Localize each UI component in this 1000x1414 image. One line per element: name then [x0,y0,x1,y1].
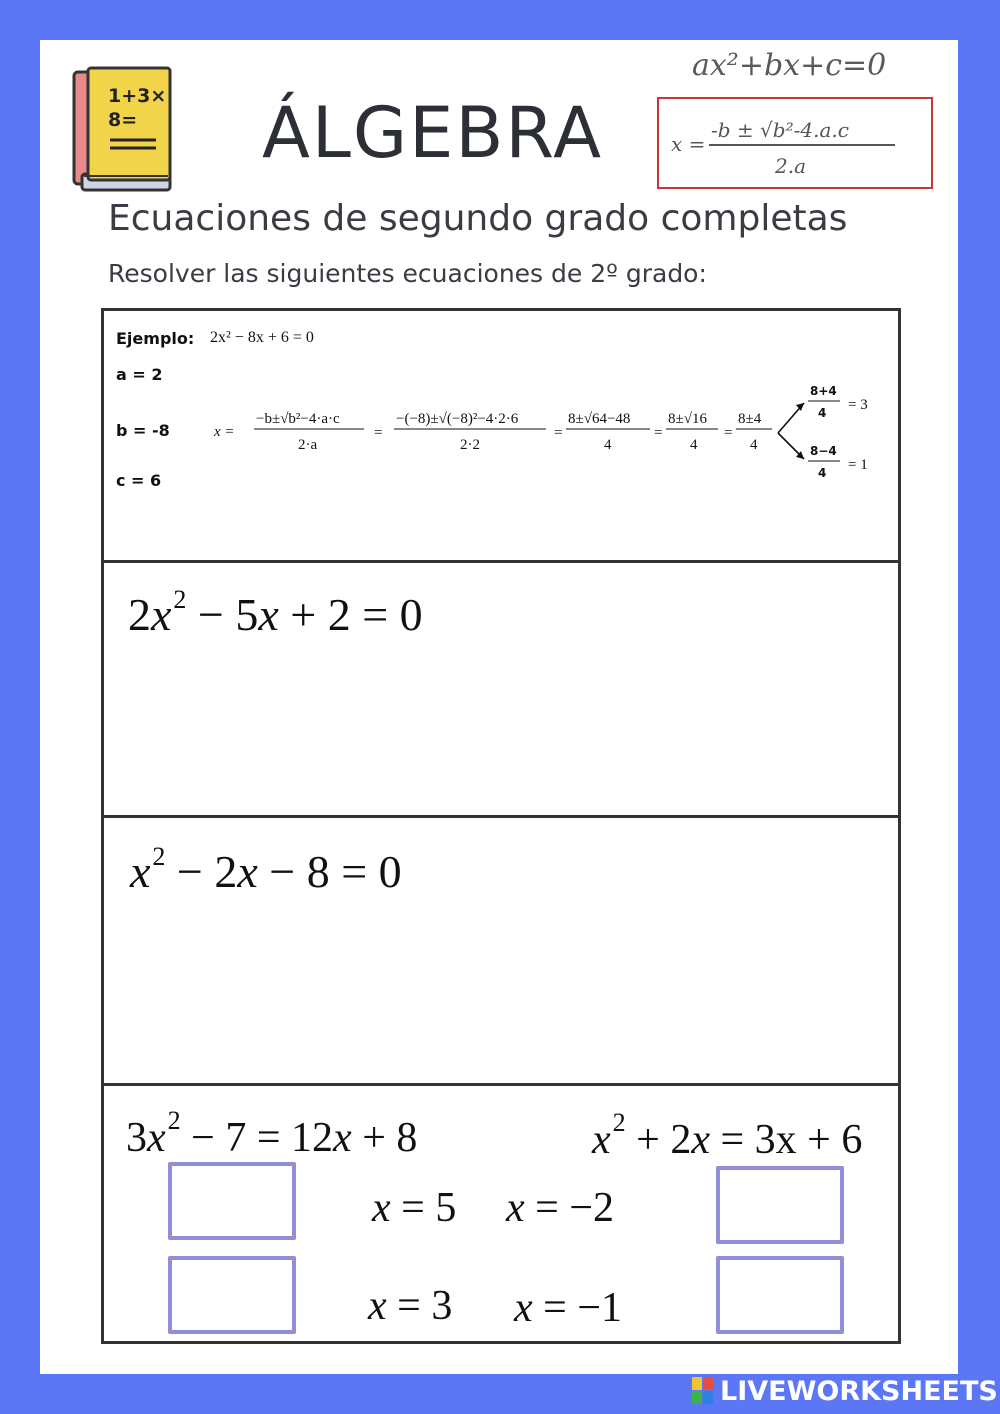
step2-num: −(−8)±√(−8)²−4·2·6 [396,411,519,427]
exercise-grid [101,308,901,1344]
eq-sign: = [724,425,733,441]
problem-equation-1: $2x^2 - 5x + 2 = 0$ [128,585,423,640]
coef-b: b = -8 [116,421,170,440]
quadratic-formula [659,99,931,187]
step1-num: −b±√b²−4·a·c [256,411,340,427]
formula-lhs: x = [671,132,706,156]
root2-den: 4 [818,466,827,480]
svg-text:1+3×: 1+3× [108,85,167,107]
answer-drop-box-left-bottom[interactable] [168,1256,296,1334]
step5-num: 8±4 [738,411,762,427]
instruction-text: Resolver las siguientes ecuaciones de 2º grado: [108,259,707,288]
step5-den: 4 [750,437,758,453]
eq-sign: = [654,425,663,441]
page-title: ÁLGEBRA [262,92,604,174]
coef-c: c = 6 [116,471,162,490]
svg-text:8=: 8= [108,109,138,131]
step2-den: 2·2 [460,437,480,453]
answer-option-x-5[interactable]: x = 5 [372,1185,457,1231]
formula-denominator: 2.a [775,154,807,178]
problem-equation-3: $3x^2 - 7 = 12x + 8$ [126,1106,418,1161]
step4-den: 4 [690,437,698,453]
general-quadratic-form: ax²+bx+c=0 [692,48,887,83]
quadratic-formula-box [657,97,933,189]
answer-drop-box-right-top[interactable] [716,1166,844,1244]
liveworksheets-brand: LIVEWORKSHEETS [720,1375,998,1407]
step3-num: 8±√64−48 [568,411,631,427]
answer-option-x-minus-1[interactable]: x = −1 [514,1285,623,1331]
math-book-icon [70,66,174,194]
problem-equation-4: $x^2 + 2x = 3x + 6$ [592,1108,863,1163]
root1-num: 8+4 [810,384,837,398]
eq-sign: = [554,425,563,441]
root2-num: 8−4 [810,444,837,458]
answer-drop-box-right-bottom[interactable] [716,1256,844,1334]
problem-cell-1[interactable] [104,563,898,818]
step4-num: 8±√16 [668,411,707,427]
matching-cell [104,1086,898,1341]
answer-option-x-3[interactable]: x = 3 [368,1283,453,1329]
root2-value: = 1 [848,457,868,473]
step1-den: 2·a [298,437,318,453]
coef-a: a = 2 [116,365,163,384]
liveworksheets-footer [692,1374,998,1408]
example-cell [104,311,898,563]
step3-den: 4 [604,437,612,453]
problem-equation-2: $x^2 - 2x - 8 = 0$ [130,842,402,897]
eq-sign: = [374,425,383,441]
formula-numerator: -b ± √b²-4.a.c [711,118,849,142]
root1-den: 4 [818,406,827,420]
answer-drop-box-left-top[interactable] [168,1162,296,1240]
subtitle: Ecuaciones de segundo grado completas [108,198,848,239]
liveworksheets-logo-icon [692,1377,714,1405]
example-solution-steps [212,381,892,491]
example-label: Ejemplo: [116,329,195,348]
root1-value: = 3 [848,397,868,413]
step-x: x = [214,424,235,440]
example-equation: 2x² − 8x + 6 = 0 [210,329,314,346]
problem-cell-2[interactable] [104,818,898,1086]
answer-option-x-minus-2[interactable]: x = −2 [506,1185,615,1231]
